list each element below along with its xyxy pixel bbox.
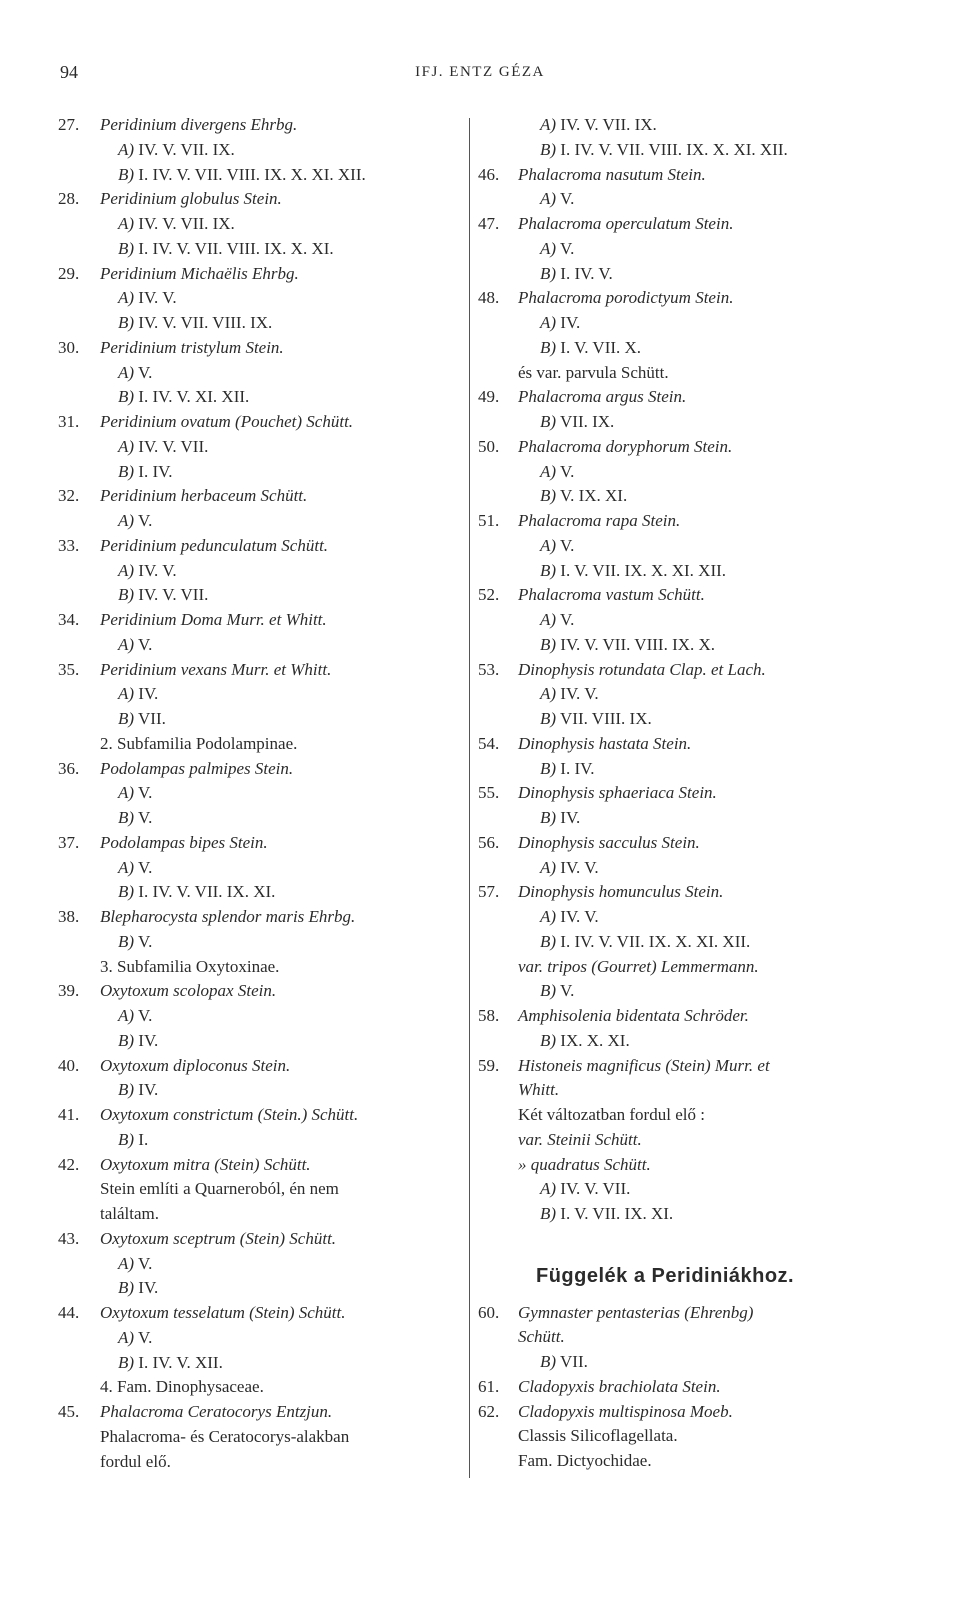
entry-number: 54. xyxy=(478,733,500,753)
locality-line xyxy=(478,979,908,1004)
locality-months: IX. X. XI. xyxy=(560,1030,630,1050)
entry-number: 55. xyxy=(478,783,500,803)
locality-months: IV. V. VII. IX. xyxy=(560,115,657,134)
species-name: Podolampas palmipes Stein. xyxy=(100,758,294,778)
entry-number: 27. xyxy=(58,115,80,134)
locality-line xyxy=(478,484,908,509)
locality-label: B) xyxy=(540,709,557,728)
species-name: Oxytoxum constrictum (Stein.) Schütt. xyxy=(100,1105,359,1124)
locality-months: I. IV. xyxy=(138,461,173,481)
locality-line xyxy=(478,262,908,287)
entry-number: 46. xyxy=(478,164,500,184)
locality-line xyxy=(58,212,463,237)
locality-line xyxy=(478,311,908,336)
locality-months: V. xyxy=(138,1253,153,1273)
locality-line xyxy=(478,1350,908,1375)
locality-months: V. xyxy=(560,461,575,481)
species-name: Phalacroma argus Stein. xyxy=(518,387,687,407)
locality-line xyxy=(478,460,908,485)
locality-line xyxy=(58,880,463,905)
locality-label: B) xyxy=(118,882,135,902)
locality-label: B) xyxy=(540,758,557,778)
species-name: Peridinium Doma Murr. et Whitt. xyxy=(100,610,327,629)
locality-label: B) xyxy=(540,139,557,159)
species-name: Dinophysis rotundata Clap. et Lach. xyxy=(518,659,766,679)
right-column xyxy=(478,113,908,1474)
section-heading: Függelék a Peridiniákhoz. xyxy=(536,1264,795,1287)
species-entry xyxy=(478,583,908,608)
locality-months: IV. V. VII. xyxy=(138,585,209,605)
entry-number: 61. xyxy=(478,1376,500,1396)
locality-line xyxy=(478,187,908,212)
species-entry xyxy=(478,1375,908,1400)
species-name: Oxytoxum scolopax Stein. xyxy=(100,981,277,1001)
locality-label: B) xyxy=(540,1204,557,1223)
text-line: találtam. xyxy=(100,1204,160,1223)
locality-line xyxy=(478,856,908,881)
species-name: Peridinium tristylum Stein. xyxy=(100,337,284,357)
locality-label: B) xyxy=(118,313,135,332)
locality-label: B) xyxy=(540,1030,557,1050)
species-entry xyxy=(58,484,463,509)
locality-months: I. V. VII. IX. XI. xyxy=(560,1204,674,1223)
locality-line xyxy=(58,361,463,386)
locality-months: V. xyxy=(138,511,153,530)
species-name: Phalacroma rapa Stein. xyxy=(518,511,681,530)
text-line: Classis Silicoflagellata. xyxy=(518,1426,678,1446)
species-entry xyxy=(58,979,463,1004)
species-entry xyxy=(478,732,908,757)
locality-months: I. IV. V. VII. VIII. IX. X. XI. xyxy=(138,238,334,258)
locality-line xyxy=(58,583,463,608)
species-name: Peridinium vexans Murr. et Whitt. xyxy=(100,659,332,679)
species-entry xyxy=(58,658,463,683)
locality-line xyxy=(58,138,463,163)
species-entry xyxy=(478,658,908,683)
text-line: 2. Subfamilia Podolampinae. xyxy=(100,733,298,753)
entry-number: 39. xyxy=(58,981,80,1001)
locality-label: B) xyxy=(118,585,135,605)
entry-number: 59. xyxy=(478,1055,500,1075)
locality-months: IV. V. VII. VIII. IX. X. xyxy=(560,634,716,654)
locality-label: A) xyxy=(540,684,557,704)
locality-months: V. xyxy=(138,931,153,951)
entry-number: 47. xyxy=(478,214,500,233)
text-line: Fam. Dictyochidae. xyxy=(518,1451,652,1470)
locality-label: B) xyxy=(118,931,135,951)
species-name: Oxytoxum diploconus Stein. xyxy=(100,1055,291,1075)
entry-number: 45. xyxy=(58,1402,80,1421)
locality-line xyxy=(478,608,908,633)
variety-line: var. Steinii Schütt. xyxy=(518,1129,642,1149)
species-name: Oxytoxum tesselatum (Stein) Schütt. xyxy=(100,1303,346,1322)
species-name: Oxytoxum mitra (Stein) Schütt. xyxy=(100,1154,311,1174)
entry-number: 49. xyxy=(478,387,500,407)
locality-label: A) xyxy=(540,461,557,481)
species-name: Cladopyxis multispinosa Moeb. xyxy=(518,1401,733,1421)
locality-label: A) xyxy=(540,535,557,555)
species-entry xyxy=(478,1054,908,1079)
locality-months: IV. V. VII. VIII. IX. xyxy=(138,313,273,332)
species-name: Blepharocysta splendor maris Ehrbg. xyxy=(100,907,356,926)
locality-months: IV. V. xyxy=(138,288,177,308)
locality-months: V. xyxy=(138,808,153,827)
locality-line xyxy=(58,707,463,732)
entry-number: 42. xyxy=(58,1154,80,1174)
locality-line xyxy=(478,113,908,138)
variety-line: Whitt. xyxy=(518,1080,560,1100)
locality-line xyxy=(58,856,463,881)
locality-line xyxy=(478,806,908,831)
species-entry xyxy=(58,1301,463,1326)
species-name: Peridinium ovatum (Pouchet) Schütt. xyxy=(100,412,354,431)
page-number: 94 xyxy=(60,62,78,82)
species-entry xyxy=(58,262,463,287)
locality-label: A) xyxy=(540,610,557,629)
locality-line xyxy=(478,237,908,262)
column-divider xyxy=(469,118,470,1478)
entry-number: 53. xyxy=(478,659,500,679)
locality-label: B) xyxy=(118,238,135,258)
entry-number: 52. xyxy=(478,585,500,605)
locality-months: IV. V. xyxy=(560,857,599,877)
locality-label: A) xyxy=(118,857,135,877)
locality-months: I. V. VII. X. xyxy=(560,337,642,357)
locality-months: VII. VIII. IX. xyxy=(560,709,652,728)
locality-months: VII. IX. xyxy=(560,412,615,431)
locality-line xyxy=(58,1252,463,1277)
locality-label: B) xyxy=(118,1352,135,1372)
left-column xyxy=(58,113,463,1474)
species-entry xyxy=(478,212,908,237)
species-name: Peridinium pedunculatum Schütt. xyxy=(100,535,329,555)
locality-months: IV. V. VII. xyxy=(560,1179,631,1199)
species-entry xyxy=(478,509,908,534)
species-entry xyxy=(478,1400,908,1425)
species-entry xyxy=(58,608,463,633)
locality-line xyxy=(58,1078,463,1103)
species-entry xyxy=(58,757,463,782)
locality-label: A) xyxy=(118,436,135,456)
entry-number: 41. xyxy=(58,1105,80,1124)
locality-line xyxy=(478,534,908,559)
locality-months: VII. xyxy=(560,1352,588,1371)
species-name: Histoneis magnificus (Stein) Murr. et xyxy=(518,1055,770,1075)
locality-months: IV. xyxy=(560,313,581,332)
locality-label: B) xyxy=(118,1030,135,1050)
locality-months: V. xyxy=(560,189,575,209)
entry-number: 60. xyxy=(478,1302,500,1322)
species-entry xyxy=(58,113,463,138)
locality-label: B) xyxy=(118,387,135,407)
locality-label: A) xyxy=(118,1253,135,1273)
species-name: Phalacroma Ceratocorys Entzjun. xyxy=(100,1402,333,1421)
text-line: 3. Subfamilia Oxytoxinae. xyxy=(100,956,280,976)
locality-months: I. IV. V. xyxy=(560,263,613,283)
variety-line: Schütt. xyxy=(518,1327,565,1347)
species-entry xyxy=(58,187,463,212)
species-name: Amphisolenia bidentata Schröder. xyxy=(518,1006,749,1025)
entry-number: 35. xyxy=(58,659,80,679)
species-name: Gymnaster pentasterias (Ehrenbg) xyxy=(518,1302,754,1322)
locality-label: B) xyxy=(118,164,135,184)
running-head: IFJ. ENTZ GÉZA xyxy=(415,64,545,80)
text-line: és var. parvula Schütt. xyxy=(518,362,669,382)
entry-number: 51. xyxy=(478,511,500,530)
locality-label: A) xyxy=(118,1327,135,1347)
entry-number: 40. xyxy=(58,1055,80,1075)
species-entry xyxy=(478,831,908,856)
species-name: Podolampas bipes Stein. xyxy=(100,832,268,852)
species-name: Peridinium divergens Ehrbg. xyxy=(100,115,298,134)
locality-line xyxy=(58,559,463,584)
locality-line xyxy=(58,385,463,410)
locality-months: V. xyxy=(560,238,575,258)
locality-months: V. xyxy=(138,362,153,382)
locality-months: I. V. VII. IX. X. XI. XII. xyxy=(560,560,727,580)
locality-months: IV. xyxy=(138,1030,159,1050)
species-name: Peridinium Michaëlis Ehrbg. xyxy=(100,263,299,283)
locality-line xyxy=(58,1004,463,1029)
locality-line xyxy=(58,460,463,485)
locality-label: B) xyxy=(540,486,557,506)
entry-number: 56. xyxy=(478,832,500,852)
species-entry xyxy=(58,1153,463,1178)
locality-label: B) xyxy=(540,808,557,827)
locality-line xyxy=(478,336,908,361)
locality-line xyxy=(478,905,908,930)
entry-number: 34. xyxy=(58,610,80,629)
entry-number: 57. xyxy=(478,882,500,902)
species-entry xyxy=(58,1400,463,1425)
text-line: Phalacroma- és Ceratocorys-alakban xyxy=(100,1426,350,1446)
locality-months: I. IV. V. VII. IX. XI. xyxy=(138,882,276,902)
locality-months: IV. xyxy=(138,684,159,704)
locality-label: B) xyxy=(118,1278,135,1298)
locality-line xyxy=(478,1029,908,1054)
locality-months: IV. V. xyxy=(138,560,177,580)
locality-label: B) xyxy=(540,1352,557,1371)
locality-months: IV. V. VII. IX. xyxy=(138,139,235,159)
locality-label: A) xyxy=(118,1006,135,1025)
locality-line xyxy=(58,1351,463,1376)
text-line: Stein említi a Quarneroból, én nem xyxy=(100,1179,339,1199)
species-name: Dinophysis sacculus Stein. xyxy=(518,832,700,852)
locality-line xyxy=(58,930,463,955)
locality-line xyxy=(478,757,908,782)
entry-number: 38. xyxy=(58,907,80,926)
locality-label: B) xyxy=(540,263,557,283)
locality-line xyxy=(58,1029,463,1054)
locality-months: V. xyxy=(138,634,153,654)
species-entry xyxy=(478,1301,908,1326)
locality-line xyxy=(58,311,463,336)
text-line: Két változatban fordul elő : xyxy=(518,1105,705,1124)
locality-label: B) xyxy=(540,560,557,580)
entry-number: 29. xyxy=(58,263,80,283)
species-entry xyxy=(478,286,908,311)
locality-label: B) xyxy=(540,634,557,654)
entry-number: 50. xyxy=(478,436,500,456)
locality-months: V. xyxy=(138,783,153,803)
entry-number: 48. xyxy=(478,288,500,308)
locality-label: A) xyxy=(118,288,135,308)
species-entry xyxy=(58,831,463,856)
variety-line: var. tripos (Gourret) Lemmermann. xyxy=(518,956,759,976)
locality-line xyxy=(478,410,908,435)
locality-label: B) xyxy=(540,931,557,951)
locality-label: A) xyxy=(118,511,135,530)
species-name: Peridinium herbaceum Schütt. xyxy=(100,486,308,506)
locality-line xyxy=(58,1276,463,1301)
species-entry xyxy=(58,410,463,435)
locality-months: IV. V. VII. IX. xyxy=(138,214,235,233)
locality-months: I. xyxy=(138,1129,149,1149)
locality-line xyxy=(478,682,908,707)
locality-label: A) xyxy=(540,907,557,926)
locality-label: A) xyxy=(118,783,135,803)
entry-number: 31. xyxy=(58,412,80,431)
locality-line xyxy=(58,633,463,658)
locality-months: I. IV. V. VII. VIII. IX. X. XI. XII. xyxy=(138,164,366,184)
locality-line xyxy=(58,435,463,460)
locality-label: B) xyxy=(540,412,557,431)
locality-months: IV. xyxy=(138,1080,159,1100)
locality-label: A) xyxy=(118,139,135,159)
species-entry xyxy=(58,534,463,559)
locality-label: A) xyxy=(540,313,557,332)
species-entry xyxy=(58,336,463,361)
locality-label: B) xyxy=(118,808,135,827)
locality-line xyxy=(58,781,463,806)
species-name: Phalacroma porodictyum Stein. xyxy=(518,288,734,308)
species-name: Dinophysis homunculus Stein. xyxy=(518,882,724,902)
locality-label: A) xyxy=(118,634,135,654)
locality-label: B) xyxy=(118,1129,135,1149)
locality-months: V. xyxy=(560,535,575,555)
species-entry xyxy=(478,385,908,410)
locality-label: B) xyxy=(540,981,557,1001)
entry-number: 32. xyxy=(58,486,80,506)
text-line: fordul elő. xyxy=(100,1451,171,1471)
locality-label: B) xyxy=(118,1080,135,1100)
locality-months: I. IV. xyxy=(560,758,595,778)
species-name: Cladopyxis brachiolata Stein. xyxy=(518,1376,721,1396)
species-entry xyxy=(58,1054,463,1079)
locality-line xyxy=(58,682,463,707)
locality-label: B) xyxy=(540,337,557,357)
species-entry xyxy=(478,781,908,806)
locality-line xyxy=(58,286,463,311)
locality-months: V. xyxy=(560,610,575,629)
entry-number: 62. xyxy=(478,1401,500,1421)
locality-line xyxy=(478,138,908,163)
species-name: Dinophysis hastata Stein. xyxy=(518,733,692,753)
entry-number: 36. xyxy=(58,758,80,778)
species-entry xyxy=(478,435,908,460)
locality-months: IV. V. xyxy=(560,684,599,704)
locality-line xyxy=(478,1202,908,1227)
entry-number: 30. xyxy=(58,337,80,357)
locality-line xyxy=(478,559,908,584)
species-name: Phalacroma operculatum Stein. xyxy=(518,214,734,233)
locality-months: IV. V. VII. xyxy=(138,436,209,456)
locality-line xyxy=(478,633,908,658)
species-name: Phalacroma vastum Schütt. xyxy=(518,585,705,605)
species-entry xyxy=(478,1004,908,1029)
locality-line xyxy=(58,1326,463,1351)
locality-line xyxy=(58,806,463,831)
entry-number: 37. xyxy=(58,832,80,852)
locality-months: I. IV. V. VII. IX. X. XI. XII. xyxy=(560,931,751,951)
locality-label: A) xyxy=(540,238,557,258)
entry-number: 28. xyxy=(58,189,80,209)
locality-months: I. IV. V. XII. xyxy=(138,1352,223,1372)
locality-label: A) xyxy=(118,214,135,233)
locality-months: VII. xyxy=(138,709,166,728)
locality-line xyxy=(478,930,908,955)
locality-line xyxy=(58,163,463,188)
locality-line xyxy=(58,509,463,534)
species-entry xyxy=(478,880,908,905)
locality-line xyxy=(478,707,908,732)
locality-label: A) xyxy=(540,115,557,134)
locality-label: A) xyxy=(118,560,135,580)
variety-line: » quadratus Schütt. xyxy=(518,1154,651,1174)
locality-months: IV. V. xyxy=(560,907,599,926)
locality-label: A) xyxy=(540,1179,557,1199)
locality-label: A) xyxy=(118,362,135,382)
blank-line xyxy=(478,1227,908,1252)
locality-label: A) xyxy=(118,684,135,704)
text-line: 4. Fam. Dinophysaceae. xyxy=(100,1377,264,1397)
species-name: Oxytoxum sceptrum (Stein) Schütt. xyxy=(100,1228,337,1248)
locality-line xyxy=(58,1128,463,1153)
entry-number: 44. xyxy=(58,1303,80,1322)
entry-number: 33. xyxy=(58,535,80,555)
locality-months: IV. xyxy=(138,1278,159,1298)
locality-line xyxy=(478,1177,908,1202)
species-name: Phalacroma nasutum Stein. xyxy=(518,164,706,184)
locality-months: I. IV. V. XI. XII. xyxy=(138,387,250,407)
locality-label: B) xyxy=(118,461,135,481)
entry-number: 43. xyxy=(58,1228,80,1248)
species-entry xyxy=(58,1227,463,1252)
locality-months: IV. xyxy=(560,808,581,827)
locality-months: V. xyxy=(138,1006,153,1025)
species-name: Phalacroma doryphorum Stein. xyxy=(518,436,733,456)
species-name: Dinophysis sphaeriaca Stein. xyxy=(518,783,717,803)
species-entry xyxy=(58,905,463,930)
page-header xyxy=(0,62,960,86)
locality-months: V. xyxy=(138,857,153,877)
locality-label: A) xyxy=(540,857,557,877)
locality-line xyxy=(58,237,463,262)
entry-number: 58. xyxy=(478,1006,500,1025)
species-entry xyxy=(478,163,908,188)
locality-label: B) xyxy=(118,709,135,728)
locality-months: V. xyxy=(560,981,575,1001)
locality-months: V. xyxy=(138,1327,153,1347)
locality-months: V. IX. XI. xyxy=(560,486,628,506)
species-entry xyxy=(58,1103,463,1128)
locality-months: I. IV. V. VII. VIII. IX. X. XI. XII. xyxy=(560,139,788,159)
species-name: Peridinium globulus Stein. xyxy=(100,189,282,209)
locality-label: A) xyxy=(540,189,557,209)
